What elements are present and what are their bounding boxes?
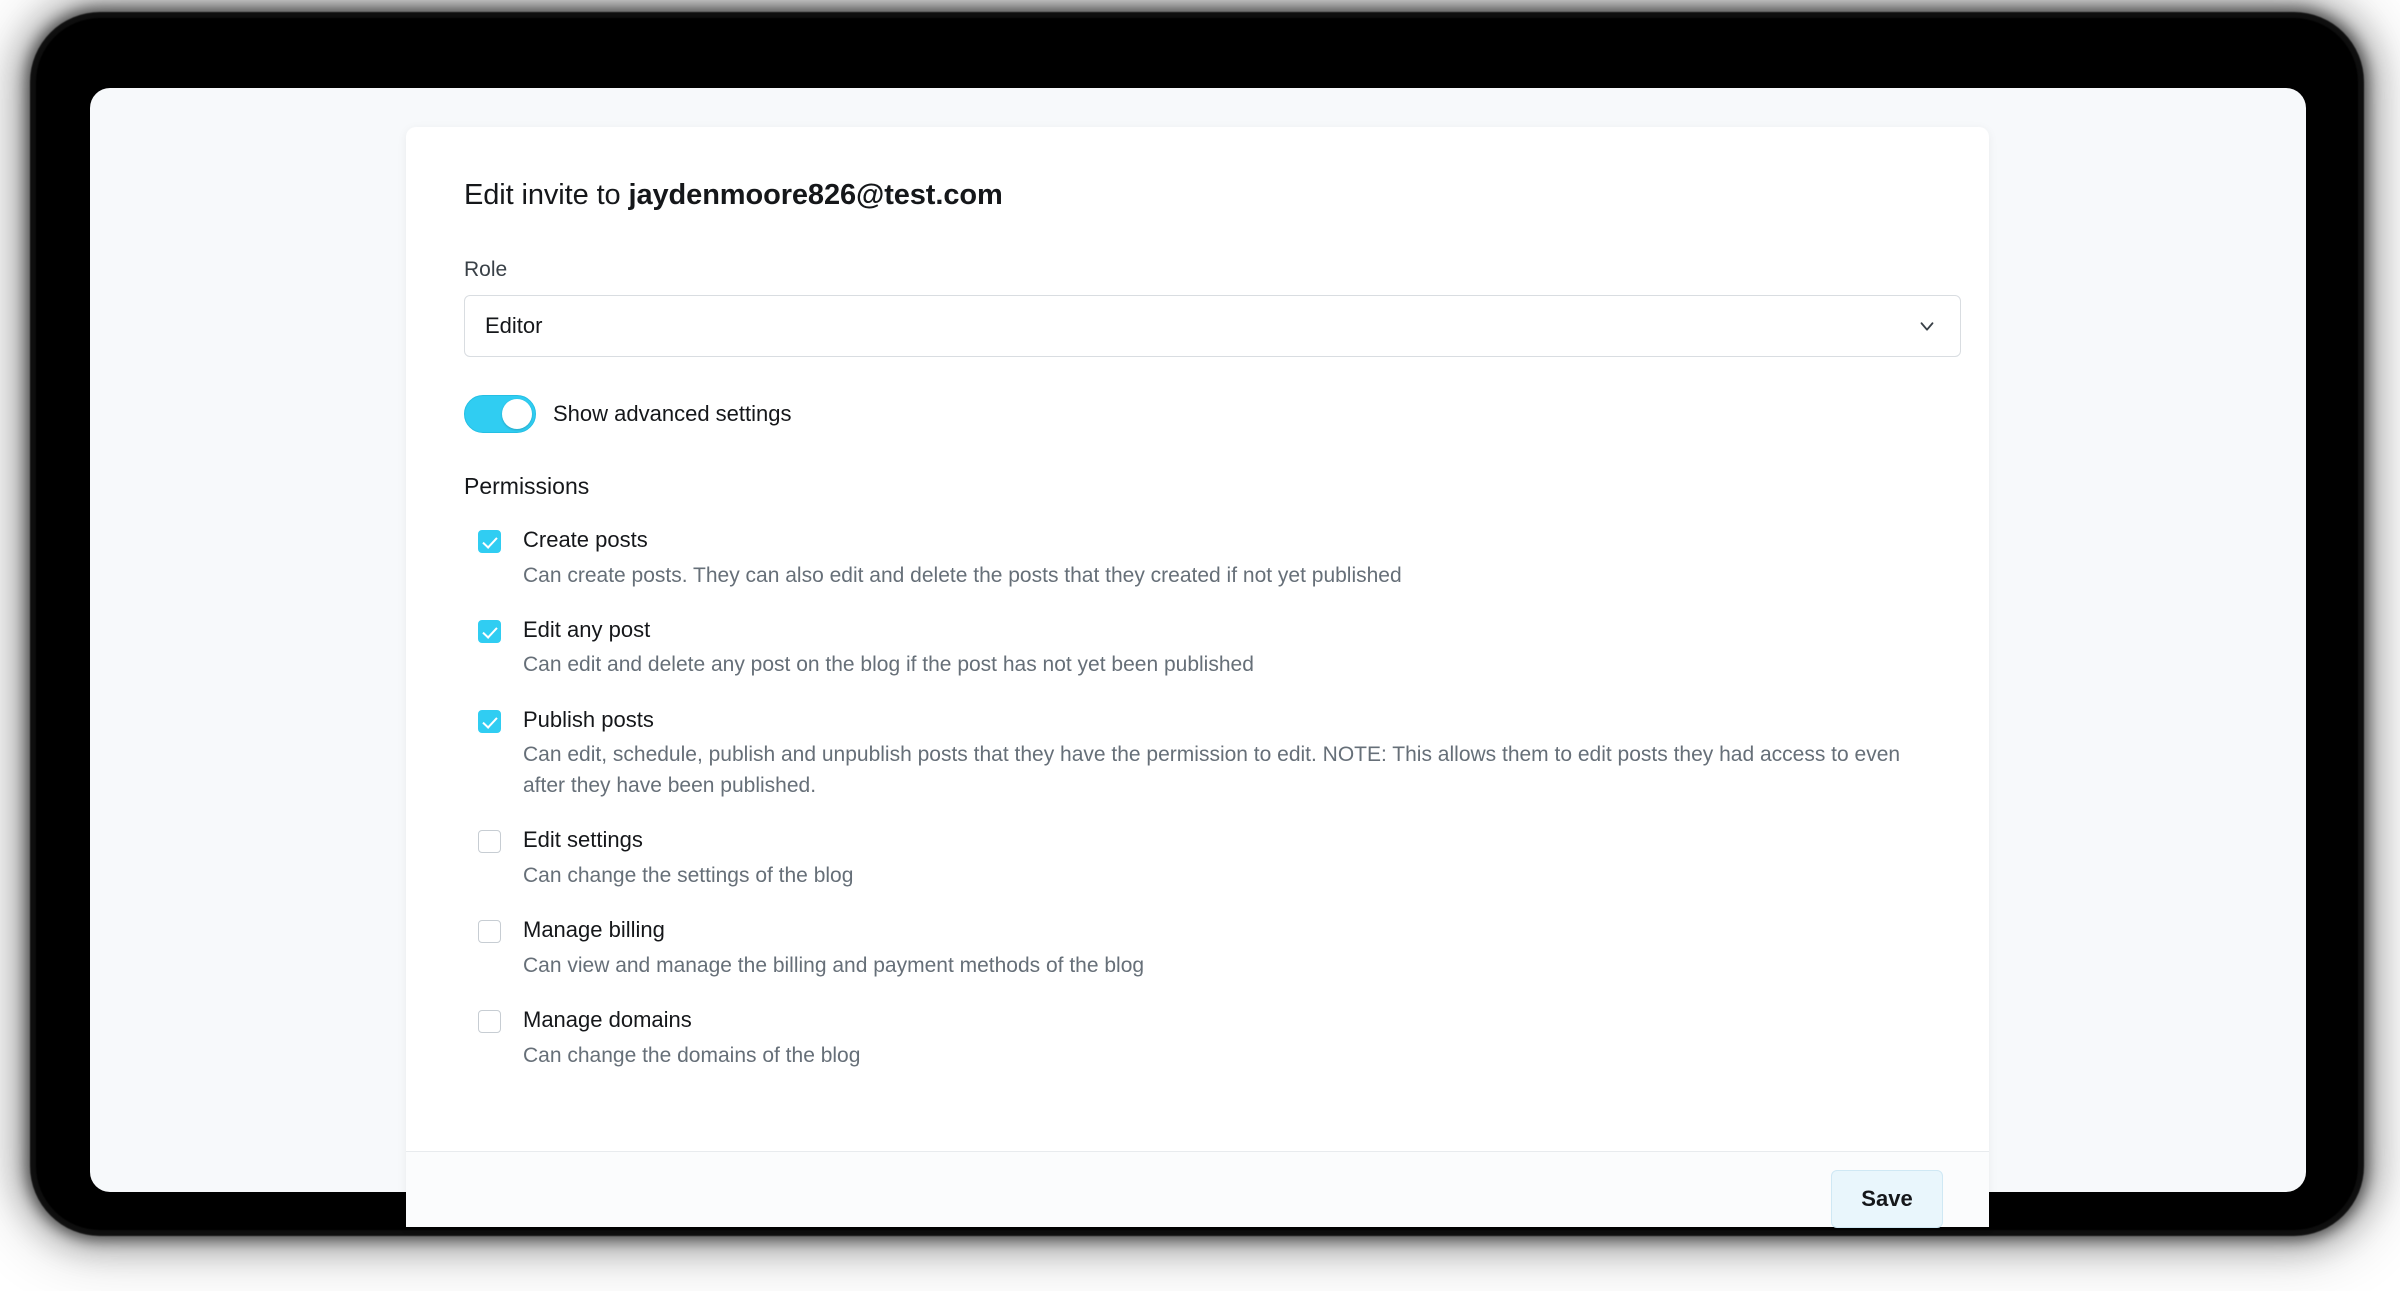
permission-description: Can view and manage the billing and payment methods of the blog bbox=[523, 953, 1145, 977]
permission-name: Edit settings bbox=[523, 827, 643, 853]
show-advanced-settings-toggle[interactable] bbox=[464, 395, 536, 433]
show-advanced-settings-label: Show advanced settings bbox=[553, 401, 792, 426]
permission-item bbox=[478, 526, 1931, 591]
permission-checkbox-publish-posts[interactable] bbox=[478, 710, 501, 733]
permission-item bbox=[478, 1006, 1931, 1071]
permission-checkbox-edit-settings[interactable] bbox=[478, 830, 501, 853]
save-button[interactable]: Save bbox=[1831, 1170, 1943, 1228]
permissions-heading: Permissions bbox=[464, 473, 590, 499]
permission-checkbox-edit-any-post[interactable] bbox=[478, 620, 501, 643]
permission-name: Publish posts bbox=[523, 706, 654, 732]
page-title-email: jaydenmoore826@test.com bbox=[628, 179, 1003, 211]
chevron-down-icon bbox=[1916, 315, 1938, 337]
role-select[interactable] bbox=[464, 295, 1961, 357]
permission-checkbox-create-posts[interactable] bbox=[478, 530, 501, 553]
permission-description: Can change the settings of the blog bbox=[523, 863, 854, 887]
page-title-prefix: Edit invite to bbox=[464, 179, 629, 211]
toggle-knob bbox=[502, 399, 532, 429]
permission-description: Can change the domains of the blog bbox=[523, 1043, 861, 1067]
advanced-settings-row[interactable] bbox=[464, 395, 1931, 433]
permission-name: Manage billing bbox=[523, 917, 665, 943]
permission-checkbox-manage-billing[interactable] bbox=[478, 920, 501, 943]
edit-invite-modal bbox=[406, 127, 1989, 1227]
permission-checkbox-manage-domains[interactable] bbox=[478, 1010, 501, 1033]
modal-footer bbox=[406, 1151, 1989, 1227]
permission-name: Create posts bbox=[523, 527, 648, 552]
modal-body bbox=[406, 127, 1989, 1151]
browser-viewport bbox=[90, 88, 2306, 1211]
role-select-value: Editor bbox=[485, 313, 543, 338]
permission-item bbox=[478, 706, 1931, 801]
role-label: Role bbox=[464, 258, 508, 281]
permissions-list bbox=[478, 526, 1931, 1071]
permission-item bbox=[478, 916, 1931, 981]
permission-name: Manage domains bbox=[523, 1007, 692, 1033]
permission-description: Can create posts. They can also edit and delete the posts that they created if not yet published bbox=[523, 563, 1402, 587]
page-title bbox=[464, 179, 1931, 212]
permission-item bbox=[478, 826, 1931, 891]
permission-description: Can edit, schedule, publish and unpublish posts that they have the permission to edit. NOTE: This allows them to edit posts they had access to even after they have been published. bbox=[523, 743, 1901, 797]
permission-description: Can edit and delete any post on the blog if the post has not yet been published bbox=[523, 653, 1254, 677]
permission-name: Edit any post bbox=[523, 616, 651, 642]
permission-item bbox=[478, 616, 1931, 681]
